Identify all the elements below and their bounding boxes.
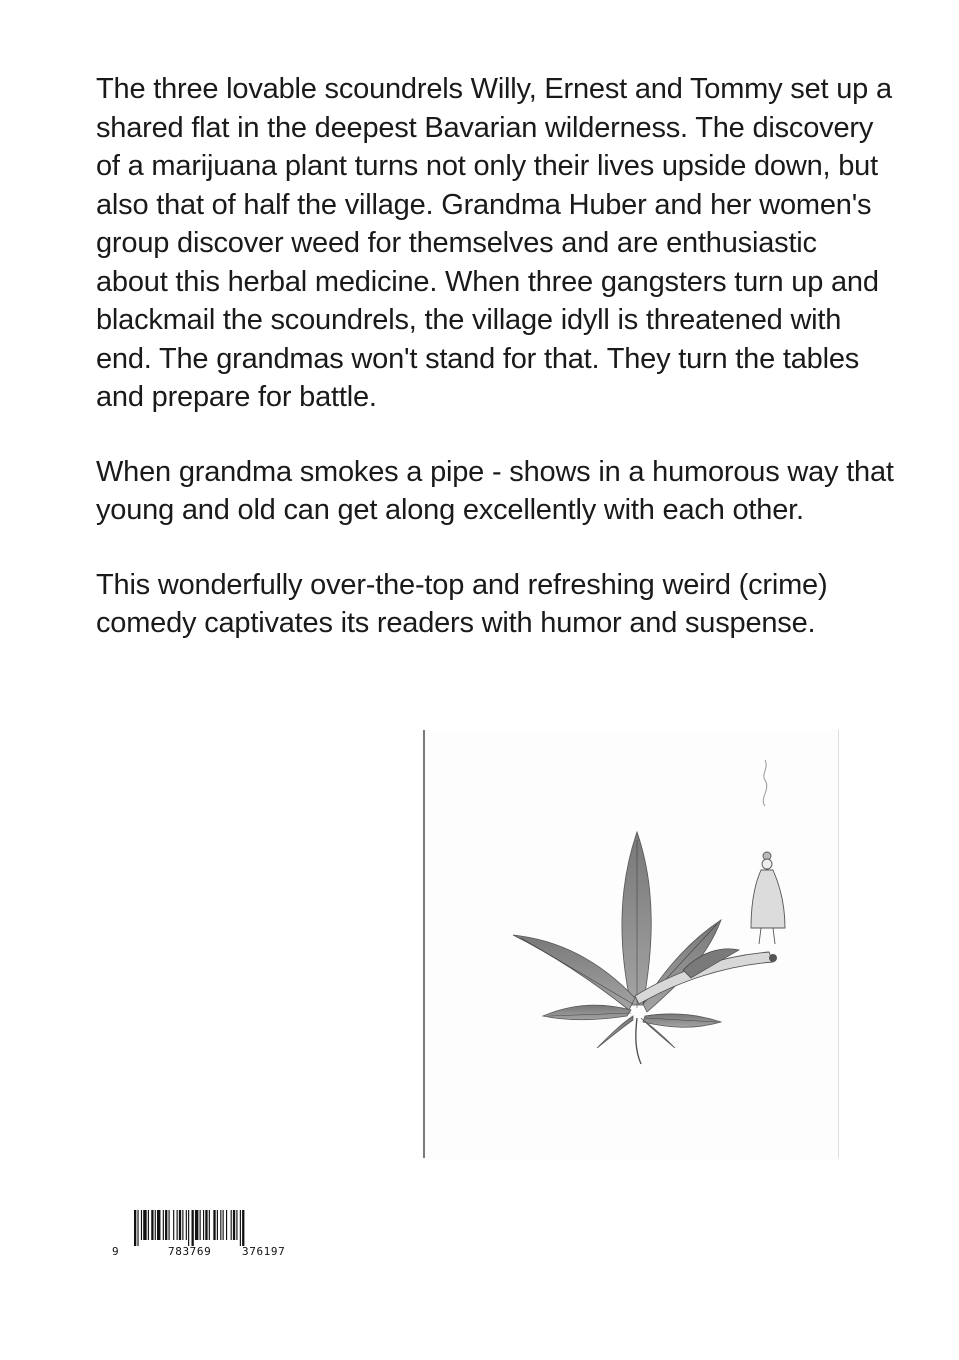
barcode-bar — [148, 1210, 149, 1240]
barcode-bar — [231, 1210, 232, 1240]
barcode-bar — [205, 1210, 207, 1240]
isbn-barcode — [112, 1210, 302, 1260]
barcode-bar — [240, 1210, 241, 1246]
leaf-stem — [636, 1018, 641, 1064]
blurb-paragraph-1: The three lovable scoundrels Willy, Ernest and Tommy set up a shared flat in the deepest Bavarian wilderness. The discovery of a marijuana plant turns not only their lives upside down, but also that of half the village. Grandma Huber and her women's group discover weed for themselves and are enthusiastic about this herbal medicine. When three gangsters turn up and blackmail the scoundrels, the village idyll is threatened with end. The grandmas won't stand for that. They turn the tables and prepare for battle. — [96, 73, 892, 413]
barcode-bar — [163, 1210, 164, 1240]
barcode-bar — [195, 1210, 198, 1240]
barcode-bar — [151, 1210, 153, 1240]
barcode-bar — [236, 1210, 237, 1240]
grandma-figure-icon — [751, 852, 785, 944]
barcode-bar — [186, 1210, 187, 1240]
barcode-bar — [233, 1210, 235, 1240]
barcode-bar — [173, 1210, 174, 1240]
barcode-left-digits: 783769 — [168, 1245, 212, 1258]
barcode-bar — [220, 1210, 221, 1240]
barcode-bar — [242, 1210, 244, 1246]
barcode-bar — [223, 1210, 224, 1240]
barcode-bar — [143, 1210, 146, 1240]
barcode-bar — [182, 1210, 183, 1240]
barcode-bar — [157, 1210, 160, 1240]
cannabis-leaf-drawing — [421, 730, 839, 1160]
barcode-bar — [177, 1210, 178, 1240]
back-cover-blurb — [96, 70, 896, 679]
barcode-bar — [192, 1210, 194, 1246]
barcode-bar — [179, 1210, 181, 1240]
barcode-bar — [217, 1210, 218, 1240]
cannabis-leaf-icon — [513, 832, 721, 1048]
cover-illustration — [421, 730, 839, 1160]
barcode-bar — [137, 1210, 138, 1246]
barcode-bar — [134, 1210, 136, 1246]
barcode-bar — [188, 1210, 189, 1246]
barcode-bar — [141, 1210, 142, 1240]
barcode-bars — [112, 1210, 302, 1246]
barcode-bar — [200, 1210, 201, 1240]
barcode-bar — [169, 1210, 170, 1240]
barcode-bar — [213, 1210, 215, 1240]
barcode-first-digit: 9 — [112, 1245, 120, 1258]
blurb-paragraph-2: When grandma smokes a pipe - shows in a humorous way that young and old can get along excellently with each other. — [96, 455, 894, 526]
barcode-bar — [226, 1210, 227, 1240]
barcode-bar — [165, 1210, 167, 1240]
barcode-bar — [209, 1210, 210, 1240]
barcode-bar — [203, 1210, 204, 1240]
blurb-paragraph-3: This wonderfully over-the-top and refreshing weird (crime) comedy captivates its readers with humor and suspense. — [96, 568, 828, 639]
barcode-bar — [155, 1210, 156, 1240]
smoke-icon — [763, 760, 766, 806]
barcode-right-digits: 376197 — [242, 1245, 286, 1258]
